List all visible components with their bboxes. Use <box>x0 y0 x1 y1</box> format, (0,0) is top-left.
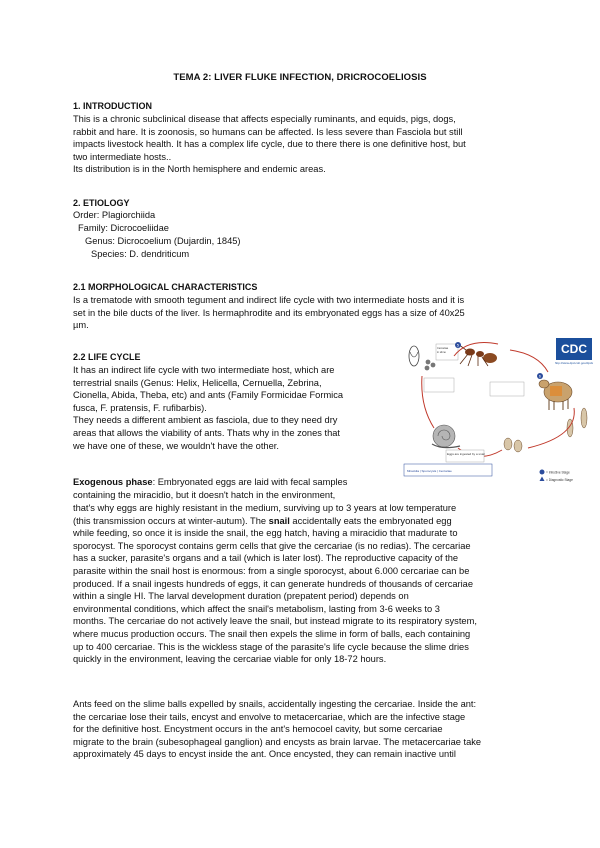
lifecycle-line: Cionella, Abida, Theba, etc) and ants (Family Formicidae Formica <box>73 390 344 401</box>
svg-text:Cercariae: Cercariae <box>437 347 449 350</box>
cycle-arrow <box>510 350 548 372</box>
svg-text:in slime: in slime <box>437 351 446 354</box>
page-title: TEMA 2: LIVER FLUKE INFECTION, DRICROCOELIOSIS <box>173 72 427 83</box>
etiology-heading: 2. ETIOLOGY <box>73 198 130 208</box>
svg-text:6: 6 <box>538 373 542 379</box>
morphology-line: Is a trematode with smooth tegument and indirect life cycle with two intermediate hosts and it is <box>73 295 465 305</box>
exogenous-line: parasite within the snail host is enormous: from a single sporocyst, about 6.000 cercariae can be <box>73 565 470 576</box>
intro-paragraph <box>73 113 528 176</box>
eggs-label: Eggs are ingested by a snail <box>447 452 485 456</box>
morphology-heading: 2.1 MORPHOLOGICAL CHARACTERISTICS <box>73 282 258 292</box>
lifecycle-line: terrestrial snails (Genus: Helix, Helicella, Cernuella, Zebrina, <box>73 377 322 388</box>
exogenous-line: has a sucker, parasite's organs and a tail (which is later lost). The reproductive capacity of the <box>73 553 459 564</box>
exogenous-line: within a single HI. The larval development duration (prepatent period) depends on <box>73 591 409 602</box>
egg-stage-illustration <box>409 344 458 370</box>
lifecycle-paragraph <box>73 364 384 452</box>
legend-infective: = Infective Stage <box>546 470 570 475</box>
morphology-line: µm. <box>73 320 89 331</box>
snail-stages-label: Miracidia | Sporocysts | Cercariae <box>407 469 452 473</box>
exogenous-text: accidentally eats the embryonated egg <box>289 515 452 526</box>
cdc-logo: CDC <box>556 338 592 360</box>
legend-diagnostic: = Diagnostic Stage <box>546 478 573 482</box>
exogenous-lead: Exogenous phase <box>73 477 153 487</box>
lifecycle-line: areas that allows the viability of ants. Thats why in the zones that <box>73 427 340 438</box>
exogenous-paragraph <box>73 502 528 666</box>
exogenous-line: where mucus production occurs. The snail then expels the slime in form of balls, each containing <box>73 628 471 639</box>
cow-illustration <box>539 380 572 410</box>
lifecycle-line: It has an indirect life cycle with two intermediate host, which are <box>73 365 335 375</box>
exogenous-intro <box>73 476 384 501</box>
label-box <box>490 382 524 396</box>
intro-line: rabbit and hare. It is zoonosis, so humans can be affected. Is less severe than Fasciola but still <box>73 126 463 137</box>
morphology-line: set in the bile ducts of the liver. Is hermaphrodite and its embryonated eggs has a size of 40x25 <box>73 307 465 318</box>
diagnostic-stage-marker <box>540 477 545 482</box>
cdc-url: http://www.dpd.cdc.gov/dpdx <box>554 361 594 365</box>
exogenous-line: sporocyst. The sporocyst contains germ cells that give the cercariae (is no redias). The cercariae <box>73 540 471 551</box>
exogenous-line: environmental conditions, which affect the snail's metabolism, lasting from 3-6 weeks to 3 <box>73 603 440 614</box>
taxonomy-genus: Genus: Dicrocoelium (Dujardin, 1845) <box>85 236 241 246</box>
exogenous-line <box>73 515 528 528</box>
lifecycle-line: we have one of these, we wouldn't have the other. <box>73 440 279 451</box>
snail-keyword: snail <box>268 515 290 526</box>
ants-line: the cercariae lose their tails, encyst and envolve to metacercariae, which are the infective stage <box>73 711 466 722</box>
ants-line: for the definitive host. Encystment occurs in the ant's hemocoel cavity, but some cercariae <box>73 724 443 735</box>
infective-stage-marker <box>540 470 545 475</box>
intro-line: two intermediate hosts.. <box>73 151 172 162</box>
exogenous-text: (this transmission occurs at winter-autum). The <box>73 515 269 526</box>
snail-illustration <box>432 425 460 448</box>
svg-text:5: 5 <box>456 342 460 348</box>
ants-line: approximately 45 days to encyst inside the ant. Once encysted, they can remain inactive until <box>73 749 456 760</box>
lifecycle-line: They needs a different ambient as fasciola, due to they need dry <box>73 415 338 426</box>
morphology-paragraph <box>73 294 528 332</box>
exogenous-text: : Embryonated eggs are laid with fecal samples <box>152 477 348 487</box>
intro-line: This is a chronic subclinical disease that affects especially ruminants, and equids, pigs, dogs, <box>73 114 456 124</box>
exogenous-line: that's why eggs are highly resistant in the medium, surviving up to 3 years at low temperature <box>73 503 457 513</box>
exogenous-line: containing the miracidio, but it doesn't hatch in the environment, <box>73 489 336 500</box>
exogenous-line: up to 400 cercariae. This is the wickless stage of the parasite's life cycle because the slime dries <box>73 641 469 652</box>
lifecycle-line: fusca, F. pratensis, F. rufibarbis). <box>73 402 207 413</box>
intro-line: Its distribution is in the North hemisphere and endemic areas. <box>73 164 326 175</box>
exogenous-line: while feeding, so once it is inside the snail, the egg hatch, having a miracidio that madurate to <box>73 528 458 539</box>
taxonomy-species: Species: D. dendriticum <box>91 249 190 259</box>
egg-illustration <box>504 438 522 452</box>
exogenous-line <box>73 476 384 489</box>
intro-line: impacts livestock health. It has a complex life cycle, due to there there is one definitive host, but <box>73 139 466 150</box>
exogenous-line: months. The cercariae do not actively leave the snail, but instead migrate to its respiratory system, <box>73 616 477 627</box>
intro-heading: 1. INTRODUCTION <box>73 101 153 111</box>
exogenous-line: quickly in the environment, leaving the cercariae viable for only 18-72 hours. <box>73 654 387 665</box>
lifecycle-heading: 2.2 LIFE CYCLE <box>73 352 141 362</box>
label-box <box>424 378 454 392</box>
ants-paragraph <box>73 698 528 761</box>
exogenous-line: produced. If a snail ingests hundreds of eggs, it can generate hundreds of thousands of cercariae <box>73 578 474 589</box>
ants-line: migrate to the brain (subesophageal ganglion) and encysts as brain larvae. The metacercariae take <box>73 736 482 747</box>
taxonomy-order: Order: Plagiorchiida <box>73 210 156 220</box>
taxonomy-family: Family: Dicrocoeliidae <box>78 223 169 233</box>
ants-line: Ants feed on the slime balls expelled by snails, accidentally ingesting the cercariae. Inside the ant: <box>73 699 477 709</box>
adult-fluke-illustration <box>567 408 587 437</box>
